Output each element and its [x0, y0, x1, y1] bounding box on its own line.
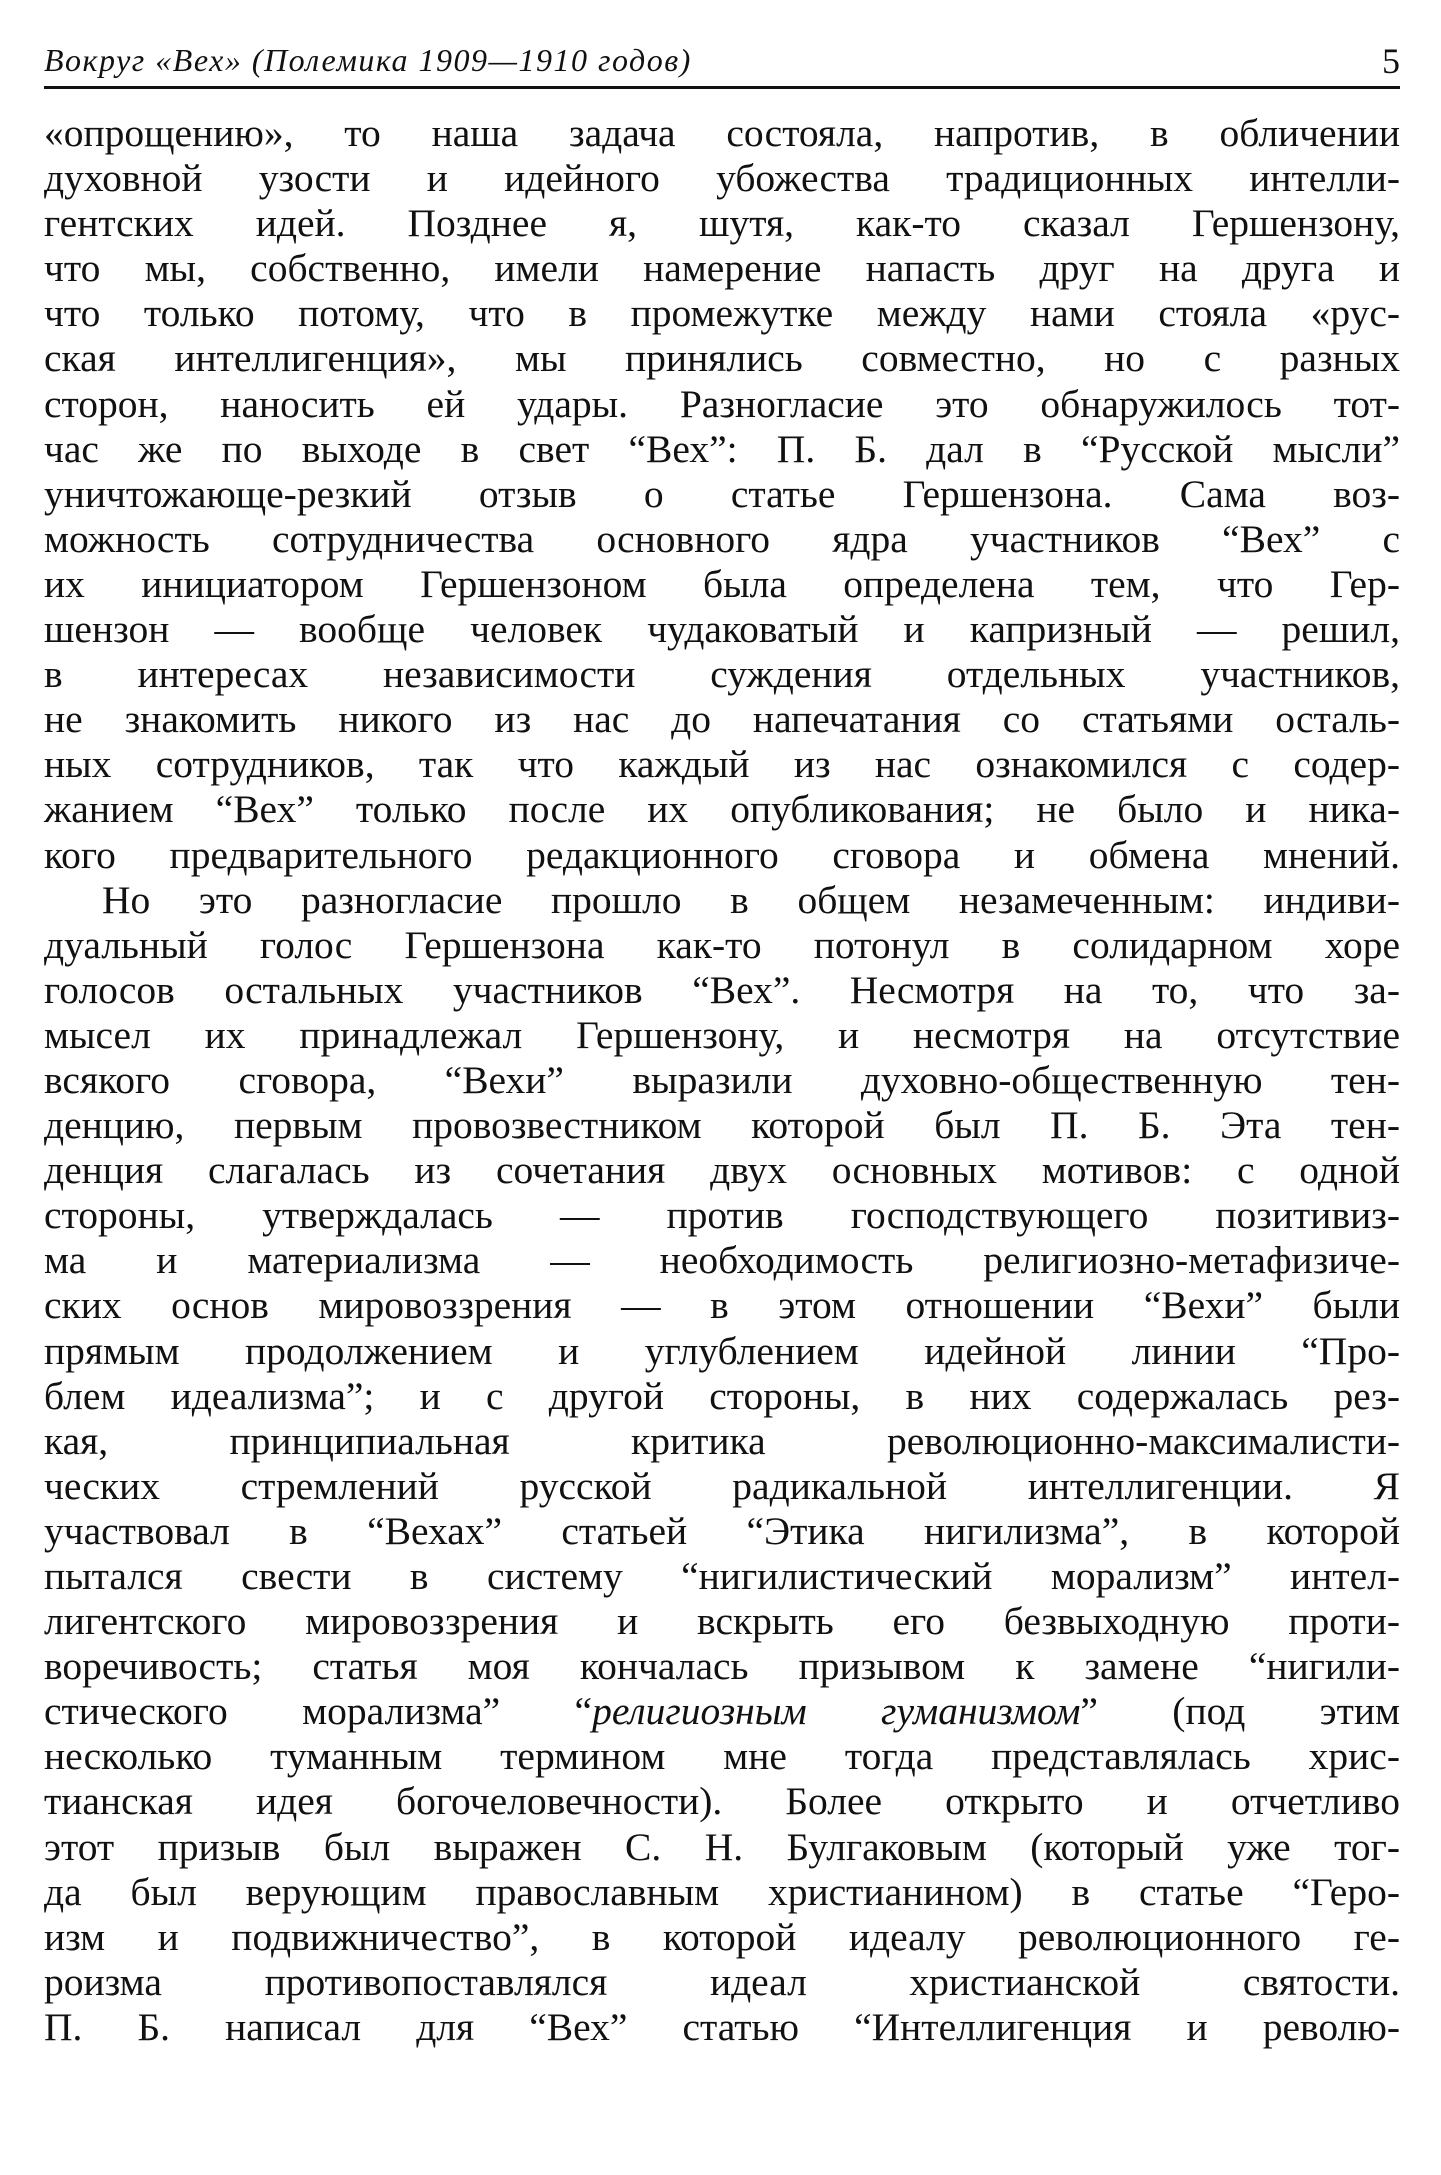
text-line: их инициатором Гершензоном была определена тем, что Гер- — [44, 561, 1400, 606]
text-line: пытался свести в систему “нигилистический морализм” интел- — [44, 1554, 1400, 1598]
text-line: мысел их принадлежал Гершензону, и несмотря на отсутствие — [44, 1012, 1400, 1057]
running-title: Вокруг «Вех» (Полемика 1909—1910 годов) — [44, 42, 692, 78]
text-line: уничтожающе-резкий отзыв о статье Гершензона. Сама воз- — [44, 471, 1400, 516]
text-line: П. Б. написал для “Вех” статью “Интеллигенция и револю- — [44, 2004, 1400, 2049]
text-line: роизма противопоставлялся идеал христианской святости. — [44, 1959, 1400, 2004]
text-line: стороны, утверждалась — против господствующего позитивиз- — [44, 1193, 1400, 1238]
running-head — [44, 40, 1400, 89]
text-line: дуальный голос Гершензона как-то потонул в солидарном хоре — [44, 922, 1400, 967]
text-line: блем идеализма”; и с другой стороны, в них содержалась рез- — [44, 1373, 1400, 1418]
text-line: шензон — вообще человек чудаковатый и капризный — решил, — [44, 607, 1400, 652]
book-page — [44, 40, 1400, 2050]
text-line: лигентского мировоззрения и вскрыть его безвыходную проти- — [44, 1599, 1400, 1644]
text-line: тианская идея богочеловечности). Более открыто и отчетливо — [44, 1779, 1400, 1824]
text-line: гентских идей. Позднее я, шутя, как-то сказал Гершензону, — [44, 201, 1400, 246]
text-line: жанием “Вех” только после их опубликования; не было и ника- — [44, 787, 1400, 832]
text-line: что только потому, что в промежутке между нами стояла «рус- — [44, 291, 1400, 336]
text-line: ская интеллигенция», мы принялись совместно, но с разных — [44, 336, 1400, 381]
text-line: голосов остальных участников “Вех”. Несмотря на то, что за- — [44, 967, 1400, 1012]
text-line: изм и подвижничество”, в которой идеалу революционного ге- — [44, 1914, 1400, 1959]
text-segment: ” (под этим — [1080, 1689, 1401, 1734]
text-line: ных сотрудников, так что каждый из нас ознакомился с содер- — [44, 742, 1400, 787]
italic-emphasis: религиозным гуманизмом — [592, 1689, 1081, 1734]
text-line: сторон, наносить ей удары. Разногласие это обнаружилось тот- — [44, 381, 1400, 426]
text-line: ма и материализма — необходимость религиозно-метафизиче- — [44, 1238, 1400, 1283]
text-line: прямым продолжением и углублением идейной линии “Про- — [44, 1328, 1400, 1373]
text-line: ских основ мировоззрения — в этом отношении “Вехи” были — [44, 1283, 1400, 1328]
text-line: воречивость; статья моя кончалась призывом к замене “нигили- — [44, 1644, 1400, 1689]
text-line-with-emphasis — [44, 1689, 1400, 1734]
text-line: денцию, первым провозвестником которой был П. Б. Эта тен- — [44, 1103, 1400, 1148]
text-line: можность сотрудничества основного ядра участников “Вех” с — [44, 516, 1400, 561]
text-line: «опрощению», то наша задача состояла, напротив, в обличении — [44, 111, 1400, 155]
text-line: несколько туманным термином мне тогда представлялась хрис- — [44, 1734, 1400, 1779]
text-line: не знакомить никого из нас до напечатания со статьями осталь- — [44, 697, 1400, 742]
text-line: да был верующим православным христианином) в статье “Геро- — [44, 1869, 1400, 1914]
page-number: 5 — [1382, 41, 1400, 81]
text-line: всякого сговора, “Вехи” выразили духовно-общественную тен- — [44, 1057, 1400, 1102]
text-line: кая, принципиальная критика революционно-максималисти- — [44, 1418, 1400, 1463]
text-line: что мы, собственно, имели намерение напасть друг на друга и — [44, 246, 1400, 291]
text-line: час же по выходе в свет “Вех”: П. Б. дал в “Русской мысли” — [44, 426, 1400, 471]
text-line: кого предварительного редакционного сговора и обмена мнений. — [44, 832, 1400, 877]
text-line: ческих стремлений русской радикальной интеллигенции. Я — [44, 1463, 1400, 1508]
text-line: в интересах независимости суждения отдельных участников, — [44, 652, 1400, 697]
paragraph-first-line: Но это разногласие прошло в общем незамеченным: индиви- — [102, 877, 1400, 922]
body-text — [44, 111, 1400, 2050]
text-line: денция слагалась из сочетания двух основных мотивов: с одной — [44, 1148, 1400, 1193]
text-line: участвовал в “Вехах” статьей “Этика нигилизма”, в которой — [44, 1508, 1400, 1553]
text-line: этот призыв был выражен С. Н. Булгаковым (который уже тог- — [44, 1824, 1400, 1869]
text-segment: стического морализма” “ — [44, 1689, 593, 1734]
text-line: духовной узости и идейного убожества традиционных интелли- — [44, 156, 1400, 201]
